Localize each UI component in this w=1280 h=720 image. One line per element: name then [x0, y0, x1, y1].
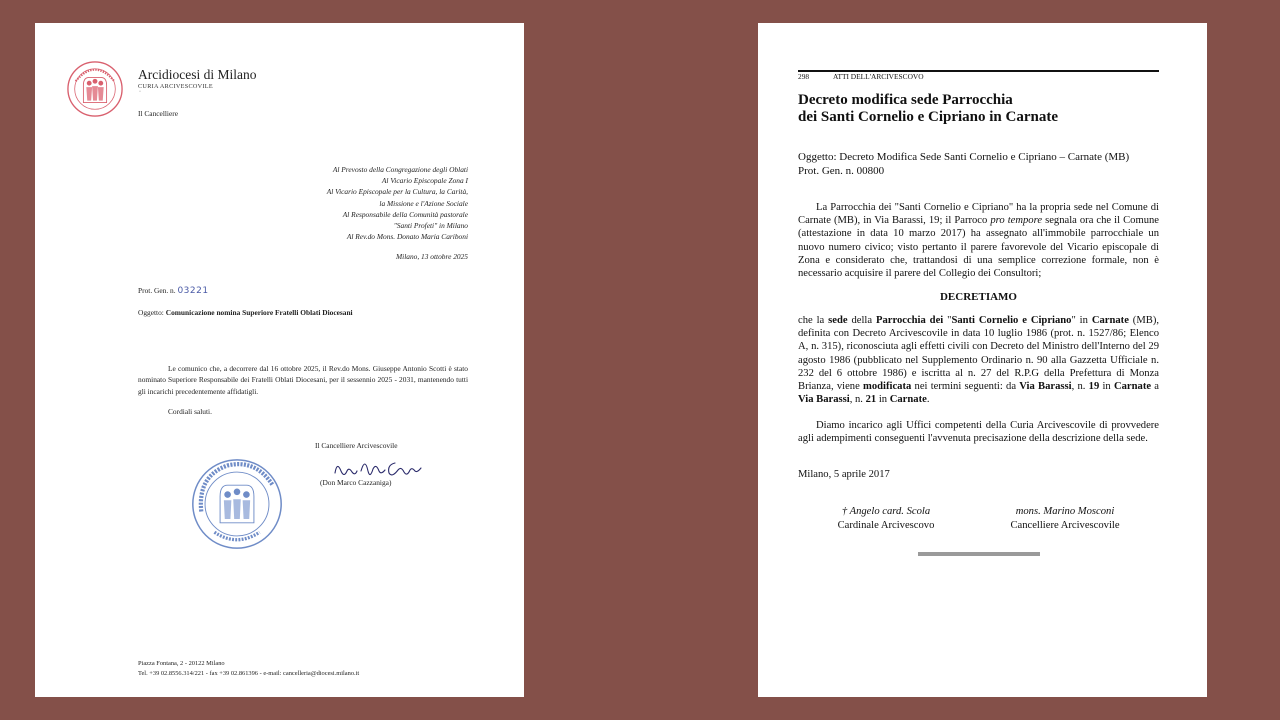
- bold-text-run: 21: [865, 394, 877, 406]
- bold-text-run: Parrocchia dei: [875, 315, 944, 326]
- text-run: .: [926, 394, 930, 406]
- decree-date: Milano, 5 aprile 2017: [798, 469, 890, 480]
- bold-text-run: Carnate: [889, 394, 927, 406]
- letter-date: Milano, 13 ottobre 2025: [396, 252, 468, 261]
- text-run: nei termini seguenti: da: [911, 381, 1020, 393]
- decree-subject-line: Oggetto: Decreto Modifica Sede Santi Cornelio e Cipriano – Carnate (MB): [798, 151, 1130, 163]
- decree-title-line: Decreto modifica sede Parrocchia: [798, 92, 1013, 108]
- text-run: a: [1151, 381, 1160, 393]
- bold-text-run: Via Barassi: [798, 394, 850, 406]
- recipient-line: Al Vicario Episcopale per la Cultura, la Carità,: [326, 187, 468, 197]
- letter-body-paragraph: Le comunico che, a decorrere dal 16 ottobre 2025, il Rev.do Mons. Giuseppe Antonio Scotti è stato nominato Superiore Responsabile dei Fratelli Oblati Diocesani, per il sessennio 2025 - 2031, mantenendo tutti gli incarichi precedentemente affidatigli.: [138, 364, 468, 396]
- protocol-label: Prot. Gen. n.: [138, 286, 176, 295]
- text-run: La Parrocchia dei "Santi Cornelio e Cipriano" ha la propria sede nel Comune di Carnate (MB), in Via Barassi, 19; il Parroco: [798, 202, 1159, 227]
- bold-text-run: Carnate: [1091, 315, 1129, 326]
- footer-rule: [918, 552, 1040, 556]
- signatory-title: Il Cancelliere Arcivescovile: [315, 441, 398, 450]
- letter-body: [138, 363, 468, 397]
- signatory-role: Cardinale Arcivescovo: [837, 519, 935, 531]
- recipient-line: Al Rev.do Mons. Donato Maria Cariboni: [346, 232, 468, 242]
- signatory-role: Cancelliere Arcivescovile: [1010, 519, 1120, 531]
- text-run: che la: [798, 315, 829, 326]
- running-header: [798, 72, 924, 81]
- letter-subject: [138, 308, 353, 317]
- protocol-handwritten-number: 03221: [177, 286, 209, 296]
- recipient-line: la Missione e l'Azione Sociale: [379, 198, 468, 208]
- footer-contacts: Tel. +39 02.8556.314/221 - fax +39 02.861396 - e-mail: cancelleria@diocesi.milano.it: [138, 670, 360, 677]
- signatory-name: † Angelo card. Scola: [841, 506, 931, 517]
- bold-text-run: 19: [1088, 381, 1100, 393]
- text-run: in: [876, 394, 890, 406]
- recipient-line: Al Responsabile della Comunità pastorale: [342, 209, 468, 219]
- recipient-line: "Santi Profeti" in Milano: [393, 221, 468, 231]
- bold-text-run: sede: [828, 315, 848, 326]
- bold-text-run: modificata: [863, 381, 912, 393]
- decree-page: [758, 23, 1207, 697]
- decree-heading: DECRETIAMO: [939, 291, 1017, 303]
- recipient-line: Al Prevosto della Congregazione degli Oblati: [332, 165, 468, 174]
- preamble-paragraph: [798, 201, 1159, 280]
- recipient-line: Al Vicario Episcopale Zona I: [381, 176, 468, 186]
- bold-text-run: Santi Cornelio e Cipriano: [951, 315, 1072, 326]
- operative-paragraph: [798, 314, 1159, 406]
- signature-chancellor: [1000, 505, 1130, 532]
- signatory-name: mons. Marino Mosconi: [1015, 506, 1115, 517]
- subject-label: Oggetto:: [138, 308, 164, 317]
- text-run: " in: [1071, 315, 1092, 326]
- bold-text-run: Carnate: [1113, 381, 1152, 393]
- decree-preamble: [798, 201, 1159, 280]
- decree-protocol-line: Prot. Gen. n. 00800: [798, 164, 885, 177]
- letter-footer: [138, 659, 359, 679]
- closing-greeting: Cordiali saluti.: [168, 407, 212, 416]
- organization-dot: ·: [139, 89, 141, 95]
- letter-page: [35, 23, 524, 697]
- page-number: 298: [798, 72, 810, 81]
- signature-archbishop: [826, 505, 946, 532]
- decree-operative-text: [798, 314, 1159, 406]
- running-header-text: ATTI DELL'ARCIVESCOVO: [832, 72, 924, 81]
- sender-role: Il Cancelliere: [138, 109, 179, 118]
- text-run: , n.: [849, 394, 866, 406]
- italic-text-run: pro tempore: [990, 215, 1043, 227]
- decree-instructions: [798, 419, 1159, 445]
- curia-stamp: [190, 457, 284, 551]
- subject-text: Comunicazione nomina Superiore Fratelli Oblati Diocesani: [165, 308, 353, 317]
- text-run: ": [943, 315, 952, 326]
- organization-name: Arcidiocesi di Milano: [138, 67, 257, 82]
- text-run: , n.: [1071, 381, 1089, 393]
- bold-text-run: Via Barassi: [1019, 381, 1072, 393]
- organization-subtitle: CURIA ARCIVESCOVILE: [138, 83, 213, 90]
- text-run: della: [847, 315, 876, 326]
- footer-address: Piazza Fontana, 2 - 20122 Milano: [138, 660, 225, 667]
- decree-title-line: dei Santi Cornelio e Cipriano in Carnate: [798, 108, 1059, 125]
- recipients-block: [208, 164, 468, 242]
- diocese-seal-logo: [66, 60, 124, 118]
- decree-title: [798, 92, 1058, 125]
- text-run: (MB), definita con Decreto Arcivescovile in data 10 luglio 1986 (prot. n. 1527/86; Elenco A, n. 315), riconosciuta agli effetti civili con Decreto del Ministro dell'Interno del 29 agosto 1986 (pubblicato nel Supplemento Ordinario n. 90 alla Gazzetta Ufficiale n. 232 del 6 ottobre 1986) e iscritta al n. 27 del R.P.G della Prefettura di Monza Brianza, viene: [798, 315, 1159, 393]
- instructions-paragraph: Diamo incarico agli Uffici competenti della Curia Arcivescovile di provvedere agli adempimenti conseguenti l'avvenuta precisazione della descrizione della sede.: [798, 420, 1159, 445]
- decree-subject: [798, 151, 1129, 178]
- text-run: in: [1099, 381, 1114, 393]
- protocol-number: [138, 286, 209, 296]
- signatory-name: (Don Marco Cazzaniga): [320, 478, 392, 487]
- text-run: segnala ora che il Comune (attestazione in data 10 marzo 2017) ha assegnato all'immobile parrocchiale un nuovo numero civico; visto pertanto il parere favorevole del Vicario episcopale di Zona e considerato che, trattandosi di una semplice correzione formale, non è necessario acquisire il parere del Collegio dei Consultori;: [798, 215, 1159, 280]
